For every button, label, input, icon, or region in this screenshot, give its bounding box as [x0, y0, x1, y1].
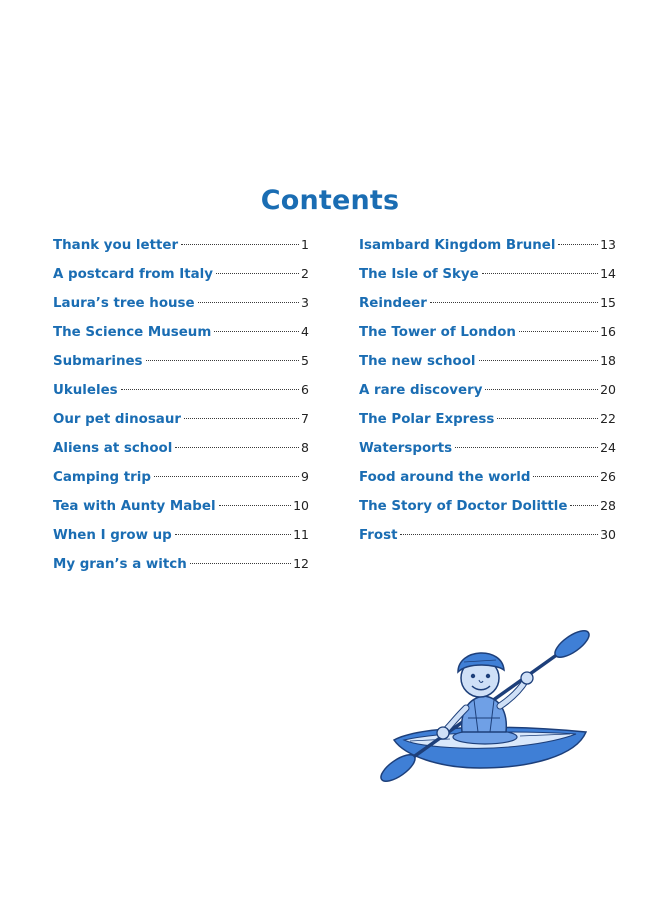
entry-title: Submarines [53, 354, 143, 369]
entry-title: Frost [359, 528, 398, 543]
entry-title: A rare discovery [359, 383, 483, 398]
leader-dots [198, 301, 299, 303]
life-jacket [462, 696, 507, 732]
toc-entry[interactable] [53, 404, 309, 433]
leader-dots [219, 504, 292, 506]
entry-page-number: 14 [600, 266, 616, 281]
leader-dots [455, 446, 598, 448]
entry-page-number: 20 [600, 382, 616, 397]
toc-entry[interactable] [359, 259, 616, 288]
leader-dots [146, 359, 300, 361]
hand-left [437, 727, 449, 739]
entry-title: Our pet dinosaur [53, 412, 181, 427]
entry-title: Food around the world [359, 470, 531, 485]
entry-page-number: 18 [600, 353, 616, 368]
toc-entry[interactable] [53, 230, 309, 259]
toc-entry[interactable] [359, 317, 616, 346]
entry-title: The Science Museum [53, 325, 212, 340]
entry-title: Watersports [359, 441, 453, 456]
leader-dots [190, 562, 291, 564]
entry-page-number: 24 [600, 440, 616, 455]
leader-dots [533, 475, 598, 477]
toc-entry[interactable] [359, 462, 616, 491]
paddle-blade-top [551, 628, 590, 662]
contents-column-right [359, 230, 616, 549]
toc-entry[interactable] [359, 288, 616, 317]
entry-page-number: 2 [301, 266, 309, 281]
leader-dots [154, 475, 299, 477]
leader-dots [175, 446, 299, 448]
entry-title: Tea with Aunty Mabel [53, 499, 216, 514]
entry-title: The Isle of Skye [359, 267, 479, 282]
toc-entry[interactable] [359, 491, 616, 520]
toc-entry[interactable] [53, 288, 309, 317]
entry-page-number: 5 [301, 353, 309, 368]
entry-page-number: 10 [293, 498, 309, 513]
leader-dots [430, 301, 598, 303]
hand-right [521, 672, 533, 684]
entry-page-number: 3 [301, 295, 309, 310]
leader-dots [175, 533, 291, 535]
entry-page-number: 9 [301, 469, 309, 484]
leader-dots [214, 330, 299, 332]
toc-entry[interactable] [53, 520, 309, 549]
toc-entry[interactable] [53, 375, 309, 404]
entry-title: The new school [359, 354, 476, 369]
toc-entry[interactable] [53, 259, 309, 288]
leader-dots [570, 504, 598, 506]
entry-title: Aliens at school [53, 441, 173, 456]
leader-dots [497, 417, 598, 419]
entry-page-number: 28 [600, 498, 616, 513]
entry-page-number: 11 [293, 527, 309, 542]
entry-page-number: 7 [301, 411, 309, 426]
contents-column-left [53, 230, 309, 578]
toc-entry[interactable] [359, 375, 616, 404]
leader-dots [482, 272, 598, 274]
toc-entry[interactable] [359, 404, 616, 433]
entry-page-number: 30 [600, 527, 616, 542]
leader-dots [121, 388, 299, 390]
leader-dots [485, 388, 598, 390]
entry-page-number: 22 [600, 411, 616, 426]
kayaker-illustration [380, 628, 590, 793]
entry-title: The Story of Doctor Dolittle [359, 499, 568, 514]
leader-dots [400, 533, 598, 535]
entry-title: A postcard from Italy [53, 267, 213, 282]
entry-page-number: 6 [301, 382, 309, 397]
toc-entry[interactable] [359, 230, 616, 259]
entry-page-number: 16 [600, 324, 616, 339]
entry-page-number: 13 [600, 237, 616, 252]
toc-entry[interactable] [53, 549, 309, 578]
entry-title: Thank you letter [53, 238, 179, 253]
entry-title: The Tower of London [359, 325, 516, 340]
toc-entry[interactable] [359, 433, 616, 462]
leader-dots [181, 243, 299, 245]
leader-dots [519, 330, 598, 332]
toc-entry[interactable] [53, 491, 309, 520]
entry-page-number: 15 [600, 295, 616, 310]
entry-title: Laura’s tree house [53, 296, 195, 311]
toc-entry[interactable] [53, 462, 309, 491]
entry-page-number: 1 [301, 237, 309, 252]
entry-title: When I grow up [53, 528, 172, 543]
leader-dots [479, 359, 599, 361]
entry-title: Reindeer [359, 296, 427, 311]
entry-title: The Polar Express [359, 412, 495, 427]
toc-entry[interactable] [53, 317, 309, 346]
leader-dots [558, 243, 598, 245]
leader-dots [216, 272, 299, 274]
toc-entry[interactable] [53, 433, 309, 462]
entry-page-number: 26 [600, 469, 616, 484]
toc-entry[interactable] [53, 346, 309, 375]
toc-entry[interactable] [359, 346, 616, 375]
leader-dots [184, 417, 299, 419]
toc-entry[interactable] [359, 520, 616, 549]
paddle-blade-bottom [380, 750, 419, 786]
entry-page-number: 4 [301, 324, 309, 339]
entry-title: Camping trip [53, 470, 151, 485]
entry-page-number: 8 [301, 440, 309, 455]
page-title: Contents [260, 185, 400, 217]
entry-title: Ukuleles [53, 383, 118, 398]
entry-page-number: 12 [293, 556, 309, 571]
entry-title: Isambard Kingdom Brunel [359, 238, 556, 253]
entry-title: My gran’s a witch [53, 557, 187, 572]
